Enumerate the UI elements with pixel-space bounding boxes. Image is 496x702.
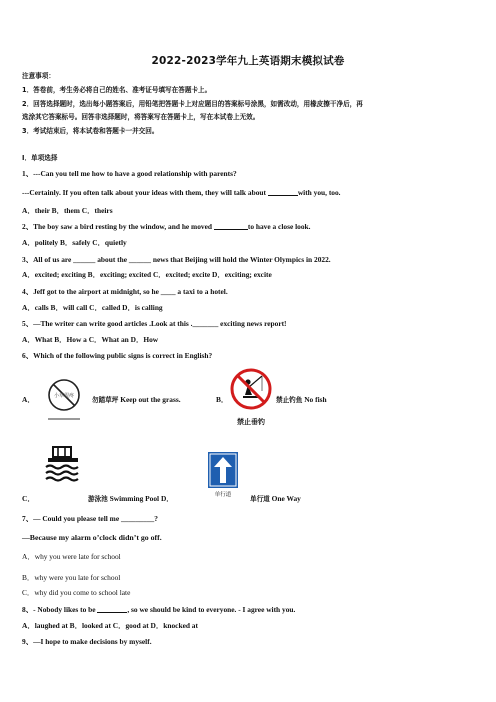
option-d-en: One Way [269, 494, 301, 503]
swimming-pool-sign-icon [44, 445, 86, 483]
question-7-reply: —Because my alarm o’clock didn’t go off. [22, 533, 162, 542]
question-5-stem: 5、—The writer can write good articles .Look at this ._______ exciting news report! [22, 319, 287, 328]
question-8-stem-a: 8、- Nobody likes to be [22, 605, 98, 614]
option-c-en: Swimming Pool D． [107, 494, 174, 503]
option-a-zh: 勿踏草坪 [92, 396, 119, 404]
notice-item: 2．回答选择题时，选出每小题答案后，用铅笔把答题卡上对应题目的答案标号涂黑，如需改动，用橡皮擦干净后，再 [22, 100, 363, 108]
question-7-option-c: C．why did you come to school late [22, 588, 131, 597]
question-1-options: A．their B．them C．theirs [22, 206, 113, 215]
no-grass-sign-icon [44, 375, 84, 423]
option-b-zh: 禁止钓鱼 [276, 396, 303, 404]
question-6-stem: 6、Which of the following public signs is correct in English? [22, 351, 213, 360]
option-d-zh: 单行道 [250, 495, 270, 503]
sign-text: 禁止垂钓 [237, 418, 265, 426]
section-heading: Ⅰ．单项选择 [22, 154, 58, 162]
answer-blank [97, 605, 127, 613]
question-8-options: A．laughed at B．looked at C．good at D．knocked at [22, 621, 198, 630]
question-5-options: A．What B．How a C．What an D．How [22, 335, 159, 344]
question-7-stem: 7、— Could you please tell me _________? [22, 514, 158, 523]
option-d-text [250, 494, 301, 504]
option-c-label: C． [22, 494, 35, 503]
option-b-label: B． [216, 395, 229, 404]
option-c-d-text [88, 494, 174, 504]
question-2-stem [22, 222, 310, 231]
option-a-en: Keep out the grass. [118, 395, 181, 404]
question-3-stem: 3、All of us are ______ about the ______ news that Beijing will hold the Winter Olympics in 2022. [22, 255, 331, 264]
question-1-reply-text-a: ---Certainly. If you often talk about your ideas with them, they will talk about [22, 188, 268, 197]
answer-blank [268, 188, 298, 196]
option-c-zh: 游泳池 [88, 495, 108, 503]
option-b-en: No fish [302, 395, 327, 404]
question-7-option-a: A．why you were late for school [22, 552, 121, 561]
notice-item: 1．答卷前，考生务必将自己的姓名、准考证号填写在答题卡上。 [22, 86, 212, 94]
option-b-text [276, 395, 327, 405]
option-a-label: A． [22, 395, 35, 404]
question-1-reply [22, 188, 341, 197]
option-a-text [92, 395, 181, 405]
question-1-stem: 1、---Can you tell me how to have a good relationship with parents? [22, 169, 237, 178]
question-8-stem-b: , so we should be kind to everyone. - I agree with you. [127, 605, 296, 614]
question-2-stem-a: 2、The boy saw a bird resting by the window, and he moved [22, 222, 214, 231]
question-4-stem: 4、Jeff got to the airport at midnight, so he ____ a taxi to a hotel. [22, 287, 228, 296]
answer-blank [214, 222, 248, 230]
one-way-sign-icon [206, 452, 240, 498]
sign-text: 小草很疼 [53, 393, 75, 399]
no-fishing-sign-icon [228, 367, 274, 429]
question-9-stem: 9、—I hope to make decisions by myself. [22, 637, 152, 646]
question-1-reply-text-b: with you, too. [297, 188, 341, 197]
question-8-stem [22, 605, 295, 614]
question-3-options: A．excited; exciting B．exciting; excited C．excited; excite D．exciting; excite [22, 270, 272, 279]
notice-item: 3．考试结束后，将本试卷和答题卡一并交回。 [22, 127, 159, 135]
question-2-stem-b: to have a close look. [247, 222, 311, 231]
notice-item: 选涂其它答案标号。回答非选择题时，将答案写在答题卡上，写在本试卷上无效。 [22, 113, 260, 121]
question-7-option-b: B．why were you late for school [22, 573, 121, 582]
sign-text: 单行道 [214, 492, 232, 498]
notice-heading: 注意事项： [22, 72, 55, 80]
page-title: 2022-2023学年九上英语期末模拟试卷 [151, 55, 345, 67]
question-2-options: A．politely B．safely C．quietly [22, 238, 127, 247]
question-4-options: A．calls B．will call C．called D．is calling [22, 303, 163, 312]
